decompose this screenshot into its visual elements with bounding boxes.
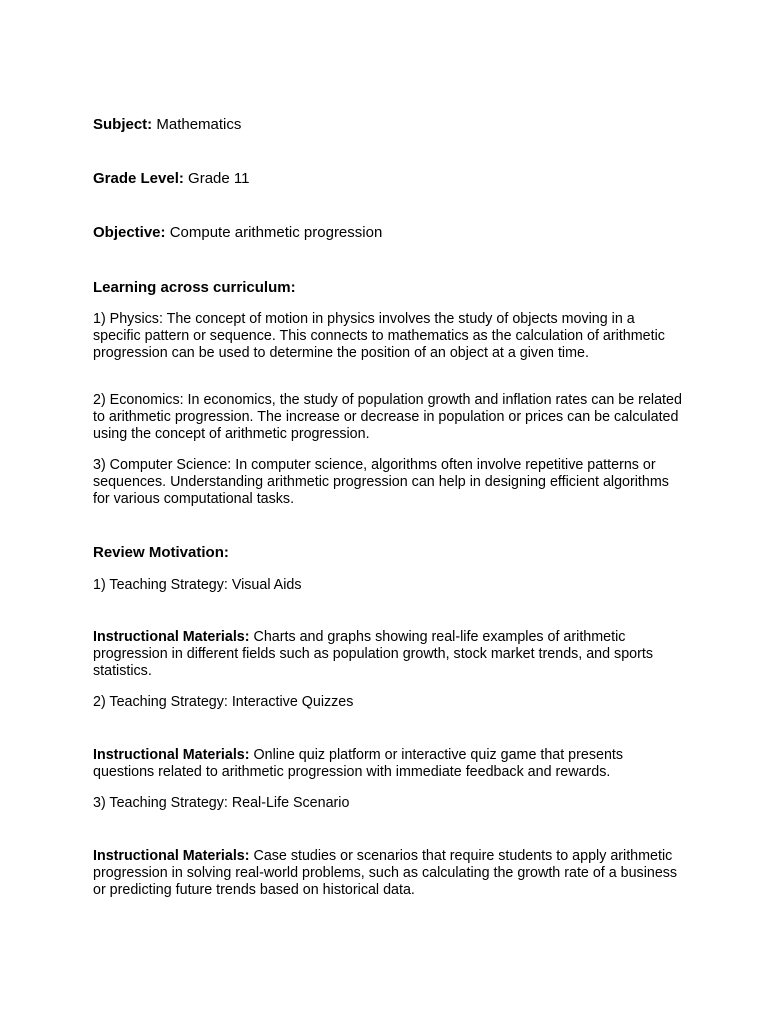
objective-label: Objective: (93, 224, 166, 241)
grade-level-label: Grade Level: (93, 170, 184, 187)
teaching-strategy-2: 2) Teaching Strategy: Interactive Quizzes (93, 694, 354, 710)
subject-line (93, 116, 683, 134)
teaching-strategy-3: 3) Teaching Strategy: Real-Life Scenario (93, 795, 350, 811)
instructional-materials-label: Instructional Materials: (93, 848, 250, 864)
instructional-materials-label: Instructional Materials: (93, 747, 250, 763)
computer-science-paragraph: 3) Computer Science: In computer science, algorithms often involve repetitive patterns or sequences. Understanding arithmetic progression can help in designing efficient algorithms for various computational tasks. (93, 457, 669, 508)
instructional-materials-text: Online quiz platform or interactive quiz game that presents questions related to arithmetic progression with immediate feedback and rewards. (93, 747, 624, 781)
instructional-materials-text: Charts and graphs showing real-life examples of arithmetic progression in different fields such as population growth, stock market trends, and sports statistics. (93, 629, 653, 680)
instructional-materials-2 (93, 747, 683, 781)
objective-value: Compute arithmetic progression (169, 224, 383, 241)
instructional-materials-text: Case studies or scenarios that require students to apply arithmetic progression in solving real-world problems, such as calculating the growth rate of a business or predicting future trends based on historical data. (93, 848, 678, 899)
instructional-materials-3 (93, 848, 683, 900)
grade-level-line (93, 170, 683, 188)
review-motivation-heading: Review Motivation: (93, 544, 229, 561)
grade-level-value: Grade 11 (188, 170, 250, 187)
economics-paragraph: 2) Economics: In economics, the study of population growth and inflation rates can be related to arithmetic progression. The increase or decrease in population or prices can be calculated using the concept of arithmetic progression. (93, 392, 682, 443)
objective-line (93, 224, 683, 242)
subject-label: Subject: (93, 116, 153, 133)
physics-paragraph: 1) Physics: The concept of motion in physics involves the study of objects moving in a specific pattern or sequence. This connects to mathematics as the calculation of arithmetic progression can be used to determine the position of an object at a given time. (93, 311, 665, 362)
learning-across-curriculum-heading: Learning across curriculum: (93, 279, 296, 296)
teaching-strategy-1: 1) Teaching Strategy: Visual Aids (93, 577, 302, 593)
instructional-materials-label: Instructional Materials: (93, 629, 250, 645)
subject-value: Mathematics (156, 116, 242, 133)
instructional-materials-1 (93, 629, 683, 681)
